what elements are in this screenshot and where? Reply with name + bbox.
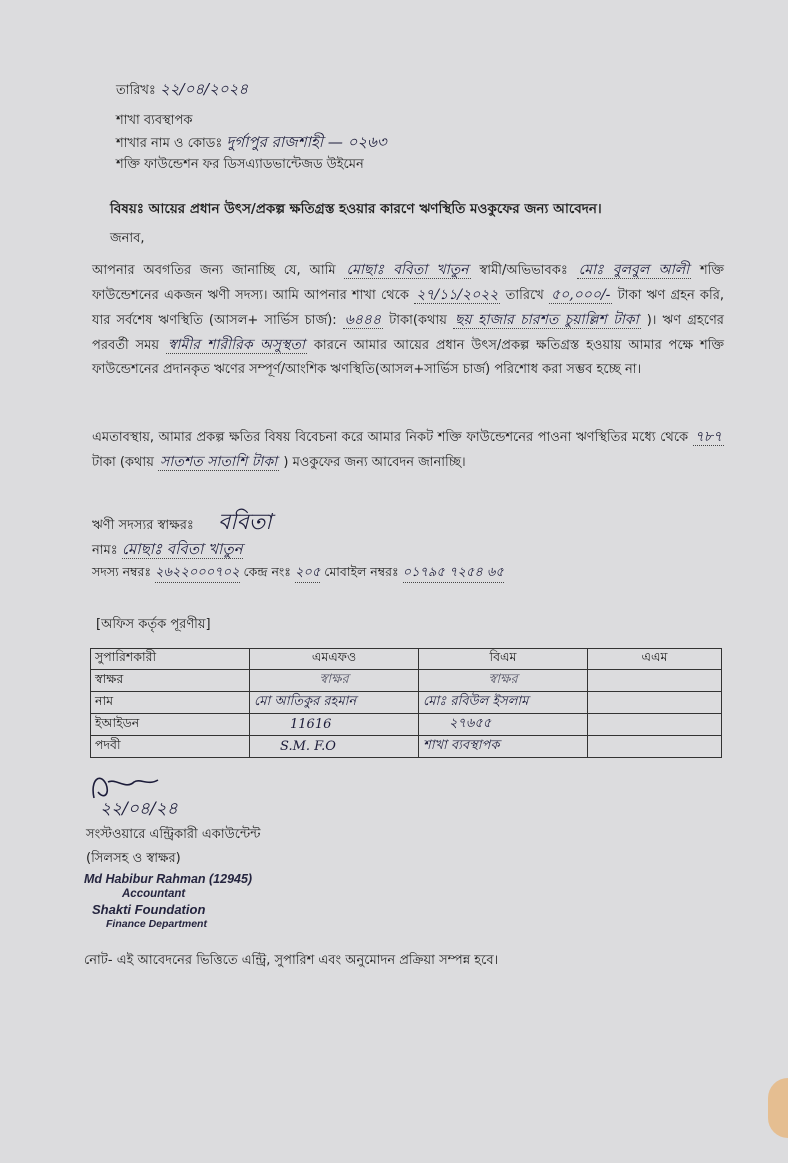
member-name-field: মোছাঃ ববিতা খাতুন [346,262,469,278]
mfo-name: মো আতিকুর রহমান [250,692,419,714]
table-row [91,692,722,714]
paragraph-2 [92,425,724,475]
table-header: সুপারিশকারী [91,649,250,670]
para2-text: এমতাবস্থায়, আমার প্রকল্প ক্ষতির বিষয় বিবেচনা করে আমার নিকট শক্তি ফাউন্ডেশনের পাওনা ঋণস্থিতির মধ্যে থেকে [92,430,689,445]
para1-text: শক্তি ফাউন্ডেশনের একজন ঋণী সদস্য। আমি আপনার শাখা থেকে [92,263,724,303]
am-cell [588,692,722,714]
para1-text: টাকা ঋণ গ্রহন করি, যার সর্বশেষ ঋণস্থিতি (আসল+ সার্ভিস চার্জ): [92,288,725,328]
para1-text: তারিখে [505,288,544,303]
center-no-value: ২০৫ [295,564,320,583]
name-line [92,540,243,560]
stamp-org: Shakti Foundation [92,902,206,917]
salutation: জনাব, [110,231,145,246]
stamp-name: Md Habibur Rahman (12945) [84,872,253,886]
name-label: নামঃ [92,543,118,558]
balance-field: ৬৪৪৪ [344,312,382,328]
member-signature: ববিতা [217,510,272,535]
table-header-row [91,649,722,670]
mobile-label: মোবাইল নম্বরঃ [324,564,399,579]
accountant-stamp [84,872,252,932]
table-row [91,714,722,736]
para1-text: কারনে আমার আয়ের প্রধান উৎস/প্রকল্প ক্ষতিগ্রস্ত হওয়ায় আমার পক্ষে শক্তি ফাউন্ডেশনের প্রদানকৃত ঋণের সম্পূর্ণ/আংশিক ঋণস্থিতি(আসল+সার্ভিস চার্জ) পরিশোধ করা সম্ভব হচ্ছে না। [92,338,725,377]
member-info-line [92,563,504,583]
row-label: ইআইডন [91,714,250,736]
guardian-field: মোঃ বুলবুল আলী [578,262,690,278]
bm-id: ২৭৬৫৫ [419,714,588,736]
reason-field: স্বামীর শারীরিক অসুস্থতা [167,337,305,353]
page-corner-artifact [768,1078,788,1138]
center-label: কেন্দ্র নংঃ [243,564,291,579]
addressee-manager: শাখা ব্যবস্থাপক [116,113,193,128]
accountant-sign-date: ২২/০৪/২৪ [100,799,178,819]
accountant-seal-note: (সিলসহ ও স্বাক্ষর) [86,851,181,866]
mfo-id: 11616 [250,714,419,736]
loan-date-field: ২৭/১১/২০২২ [416,287,499,303]
para1-text: স্বামী/অভিভাবকঃ [479,263,568,278]
paragraph-1 [92,258,724,382]
waiver-amount-field: ৭৮৭ [694,429,722,445]
footer-note: নোট- এই আবেদনের ভিত্তিতে এন্ট্রি, সুপারিশ এবং অনুমোদন প্রক্রিয়া সম্পন্ন হবে। [84,953,499,968]
loan-amount-field: ৫০,০০০/- [551,287,611,303]
para2-text: ) মওকুফের জন্য আবেদন জানাচ্ছি। [283,455,466,470]
row-label: নাম [91,692,250,714]
bm-signature: স্বাক্ষর [419,670,588,692]
mfo-designation: S.M. F.O [250,736,419,758]
signature-label: ঋণী সদস্যর স্বাক্ষরঃ [92,518,194,533]
accountant-title: সংস্টওয়ারে এন্ট্রিকারী একাউন্টেন্ট [86,827,261,842]
para1-text: )। ঋণ গ্রহণের পরবর্তী সময় [92,313,724,353]
stamp-title: Accountant [122,888,186,900]
table-header: এমএফও [250,649,419,670]
bm-designation: শাখা ব্যবস্থাপক [419,736,588,758]
row-label: পদবী [91,736,250,758]
am-cell [588,736,722,758]
name-value: মোছাঃ ববিতা খাতুন [121,540,243,558]
stamp-dept: Finance Department [106,918,207,930]
balance-words-field: ছয় হাজার চারশত চুয়াল্লিশ টাকা [454,312,639,328]
member-no-value: ২৬২২০০০৭০২ [155,564,240,583]
para2-text: টাকা (কথায় [92,455,154,470]
member-no-label: সদস্য নম্বরঃ [92,564,152,579]
branch-line [116,133,387,153]
date-line [116,80,248,100]
mfo-signature: স্বাক্ষর [250,670,419,692]
am-cell [588,670,722,692]
branch-label: শাখার নাম ও কোডঃ [116,136,223,151]
date-label: তারিখঃ [116,83,156,98]
waiver-words-field: সাতশত সাতাশি টাকা [160,454,278,470]
office-use-label: [অফিস কর্তৃক পূরণীয়] [96,617,211,632]
branch-value: দুর্গাপুর রাজশাহী — ০২৬৩ [226,133,387,151]
organization-name: শক্তি ফাউন্ডেশন ফর ডিসএ্যাডভান্টেজড উইমেন [116,157,364,172]
approval-table [90,648,722,758]
table-header: বিএম [419,649,588,670]
mobile-value: ০১৭৯৫ ৭২৫৪ ৬৫ [403,564,504,583]
subject-line: বিষয়ঃ আয়ের প্রধান উৎস/প্রকল্প ক্ষতিগ্রস্ত হওয়ার কারণে ঋণস্থিতি মওকুফের জন্য আবেদন। [110,201,602,217]
table-row [91,670,722,692]
bm-name: মোঃ রবিউল ইসলাম [419,692,588,714]
signature-line [92,510,272,535]
table-row [91,736,722,758]
date-value: ২২/০৪/২০২৪ [160,80,249,98]
para1-text: আপনার অবগতির জন্য জানাচ্ছি যে, আমি [92,263,336,278]
table-header: এএম [588,649,722,670]
row-label: স্বাক্ষর [91,670,250,692]
para1-text: টাকা(কথায় [389,313,447,328]
am-cell [588,714,722,736]
